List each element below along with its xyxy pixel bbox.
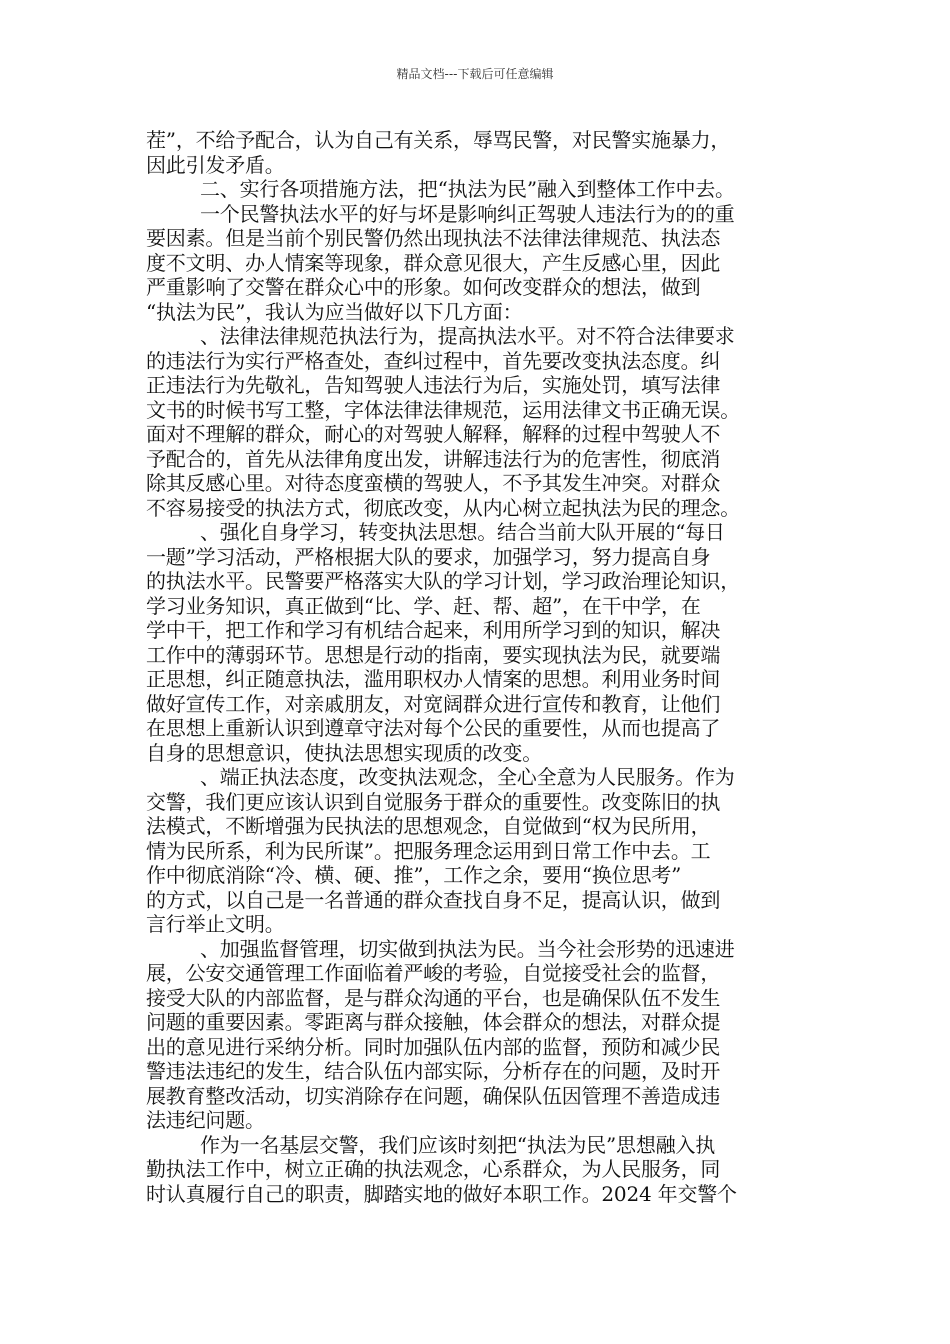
text-line: 严重影响了交警在群众心中的形象。如何改变群众的想法，做到 — [146, 275, 701, 299]
text-line: 面对不理解的群众，耐心的对驾驶人解释，解释的过程中驾驶人不 — [146, 422, 721, 446]
text-line: “执法为民”，我认为应当做好以下几方面： — [146, 299, 523, 324]
text-line: 除其反感心里。对待态度蛮横的驾驶人，不予其发生冲突。对群众 — [146, 471, 721, 495]
text-line: 、加强监督管理，切实做到执法为民。当今社会形势的迅速进 — [200, 936, 735, 961]
page-header: 精品文档---下载后可任意编辑 — [396, 67, 554, 81]
text-line: 做好宣传工作，对亲戚朋友，对宽阔群众进行宣传和教育，让他们 — [146, 691, 721, 716]
text-line: 法模式，不断增强为民执法的思想观念，自觉做到“权为民所用， — [146, 814, 711, 838]
text-line: 言行举止文明。 — [146, 912, 285, 936]
text-line: 学习业务知识，真正做到“比、学、赶、帮、超”，在干中学，在 — [146, 593, 701, 618]
text-line: 工作中的薄弱环节。思想是行动的指南，要实现执法为民，就要端 — [146, 642, 721, 667]
text-line: 法违纪问题。 — [146, 1108, 265, 1132]
text-line: 要因素。但是当前个别民警仍然出现执法不法律法律规范、执法态 — [146, 226, 721, 250]
text-line: 警违法违纪的发生，结合队伍内部实际，分析存在的问题，及时开 — [146, 1059, 721, 1083]
text-line: 学中干，把工作和学习有机结合起来，利用所学习到的知识，解决 — [146, 618, 721, 642]
text-line: 正思想，纠正随意执法，滥用职权办人情案的思想。利用业务时间 — [146, 667, 721, 691]
text-line: 的违法行为实行严格查处，查纠过程中，首先要改变执法态度。纠 — [146, 348, 721, 373]
text-line: 、强化自身学习，转变执法思想。结合当前大队开展的“每日 — [200, 520, 725, 544]
text-line: 作为一名基层交警，我们应该时刻把“执法为民”思想融入执 — [200, 1132, 716, 1157]
text-line: 因此引发矛盾。 — [146, 152, 285, 177]
text-line: 度不文明、办人情案等现象，群众意见很大，产生反感心里，因此 — [146, 250, 721, 275]
text-line: 作中彻底消除“冷、横、硬、推”，工作之余，要用“换位思考” — [146, 863, 682, 887]
text-line: 在思想上重新认识到遵章守法对每个公民的重要性，从而也提高了 — [146, 716, 721, 740]
text-line: 问题的重要因素。零距离与群众接触，体会群众的想法，对群众提 — [146, 1010, 721, 1034]
text-line: 出的意见进行采纳分析。同时加强队伍内部的监督，预防和减少民 — [146, 1034, 721, 1059]
text-line: 茬”，不给予配合，认为自己有关系，辱骂民警，对民警实施暴力， — [146, 128, 731, 152]
text-line: 勤执法工作中，树立正确的执法观念，心系群众，为人民服务，同 — [146, 1157, 721, 1181]
text-line: 交警，我们更应该认识到自觉服务于群众的重要性。改变陈旧的执 — [146, 789, 721, 814]
text-line: 接受大队的内部监督，是与群众沟通的平台，也是确保队伍不发生 — [146, 985, 721, 1010]
text-line: 、端正执法态度，改变执法观念，全心全意为人民服务。作为 — [200, 765, 735, 789]
text-line: 予配合的，首先从法律角度出发，讲解违法行为的危害性，彻底消 — [146, 446, 721, 471]
text-line: 文书的时候书写工整，字体法律法律规范，运用法律文书正确无误。 — [146, 397, 740, 422]
text-line: 展，公安交通管理工作面临着严峻的考验，自觉接受社会的监督， — [146, 961, 721, 985]
text-line: 正违法行为先敬礼，告知驾驶人违法行为后，实施处罚，填写法律 — [146, 373, 721, 397]
document-body — [146, 128, 806, 1206]
text-line: 一题”学习活动，严格根据大队的要求，加强学习，努力提高自身 — [146, 544, 711, 569]
text-line: 展教育整改活动，切实消除存在问题，确保队伍因管理不善造成违 — [146, 1083, 721, 1108]
text-line: 二、实行各项措施方法，把“执法为民”融入到整体工作中去。 — [200, 177, 735, 201]
text-line: 不容易接受的执法方式，彻底改变，从内心树立起执法为民的理念。 — [146, 495, 740, 520]
text-line: 、法律法律规范执法行为，提高执法水平。对不符合法律要求 — [200, 324, 735, 348]
text-line: 的方式，以自己是一名普通的群众查找自身不足，提高认识，做到 — [146, 887, 721, 912]
text-line: 自身的思想意识，使执法思想实现质的改变。 — [146, 740, 542, 765]
text-line: 情为民所系，利为民所谋”。把服务理念运用到日常工作中去。工 — [146, 838, 711, 863]
text-line: 的执法水平。民警要严格落实大队的学习计划，学习政治理论知识， — [146, 569, 740, 593]
text-line: 时认真履行自己的职责，脚踏实地的做好本职工作。2024 年交警个 — [146, 1181, 737, 1206]
text-line: 一个民警执法水平的好与坏是影响纠正驾驶人违法行为的的重 — [200, 201, 735, 226]
